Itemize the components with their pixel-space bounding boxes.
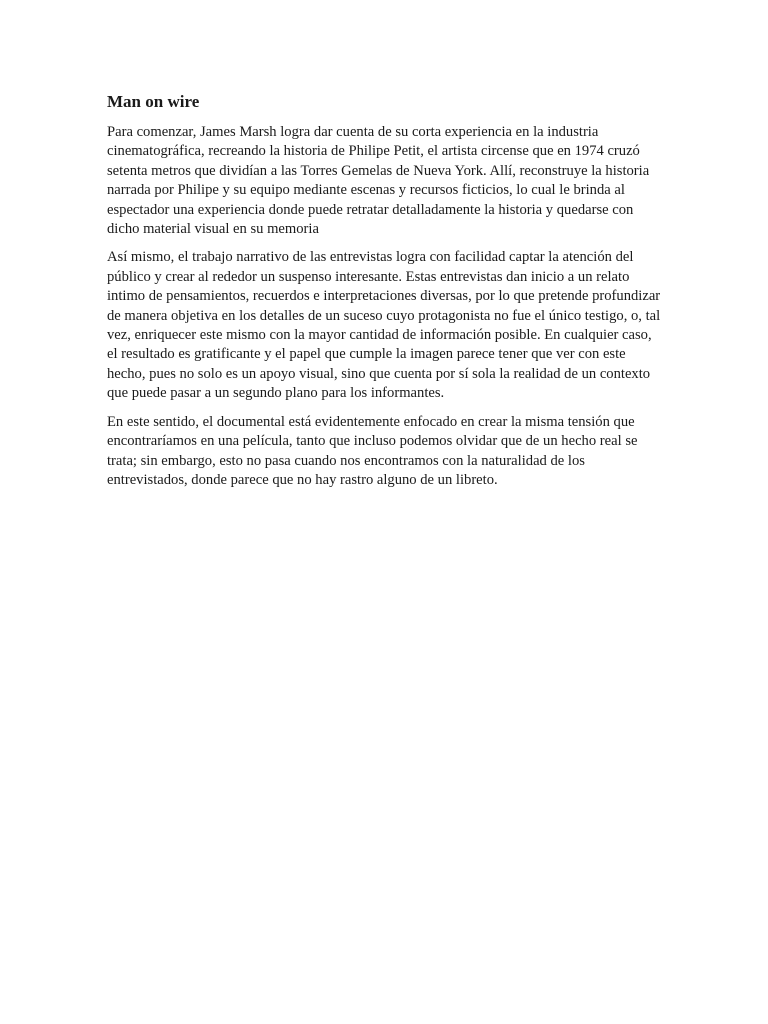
paragraph-2: Así mismo, el trabajo narrativo de las entrevistas logra con facilidad captar la atención del público y crear al rededor un suspenso interesante. Estas entrevistas dan inicio a un relato intimo de pensamientos, recuerdos e interpretaciones diversas, por lo que pretende profundizar de manera objetiva en los detalles de un suceso cuyo protagonista no fue el único testigo, o, tal vez, enriquecer este mismo con la mayor cantidad de información posible. En cualquier caso, el resultado es gratificante y el papel que cumple la imagen parece tener que ver con este hecho, pues no solo es un apoyo visual, sino que cuenta por sí sola la realidad de un contexto que puede pasar a un segundo plano para los informantes.: [107, 249, 661, 402]
document-title: Man on wire: [107, 92, 200, 111]
paragraph-3: En este sentido, el documental está evidentemente enfocado en crear la misma tensión que encontraríamos en una película, tanto que incluso podemos olvidar que de un hecho real se trata; sin embargo, esto no pasa cuando nos encontramos con la naturalidad de los entrevistados, donde parece que no hay rastro alguno de un libreto.: [107, 413, 638, 488]
document-page: [107, 90, 663, 499]
paragraph-1: Para comenzar, James Marsh logra dar cuenta de su corta experiencia en la industria cinematográfica, recreando la historia de Philipe Petit, el artista circense que en 1974 cruzó setenta metros que dividían a las Torres Gemelas de Nueva York. Allí, reconstruye la historia narrada por Philipe y su equipo mediante escenas y recursos ficticios, lo cual le brinda al espectador una experiencia donde puede retratar detalladamente la historia y quedarse con dicho material visual en su memoria: [107, 124, 650, 238]
